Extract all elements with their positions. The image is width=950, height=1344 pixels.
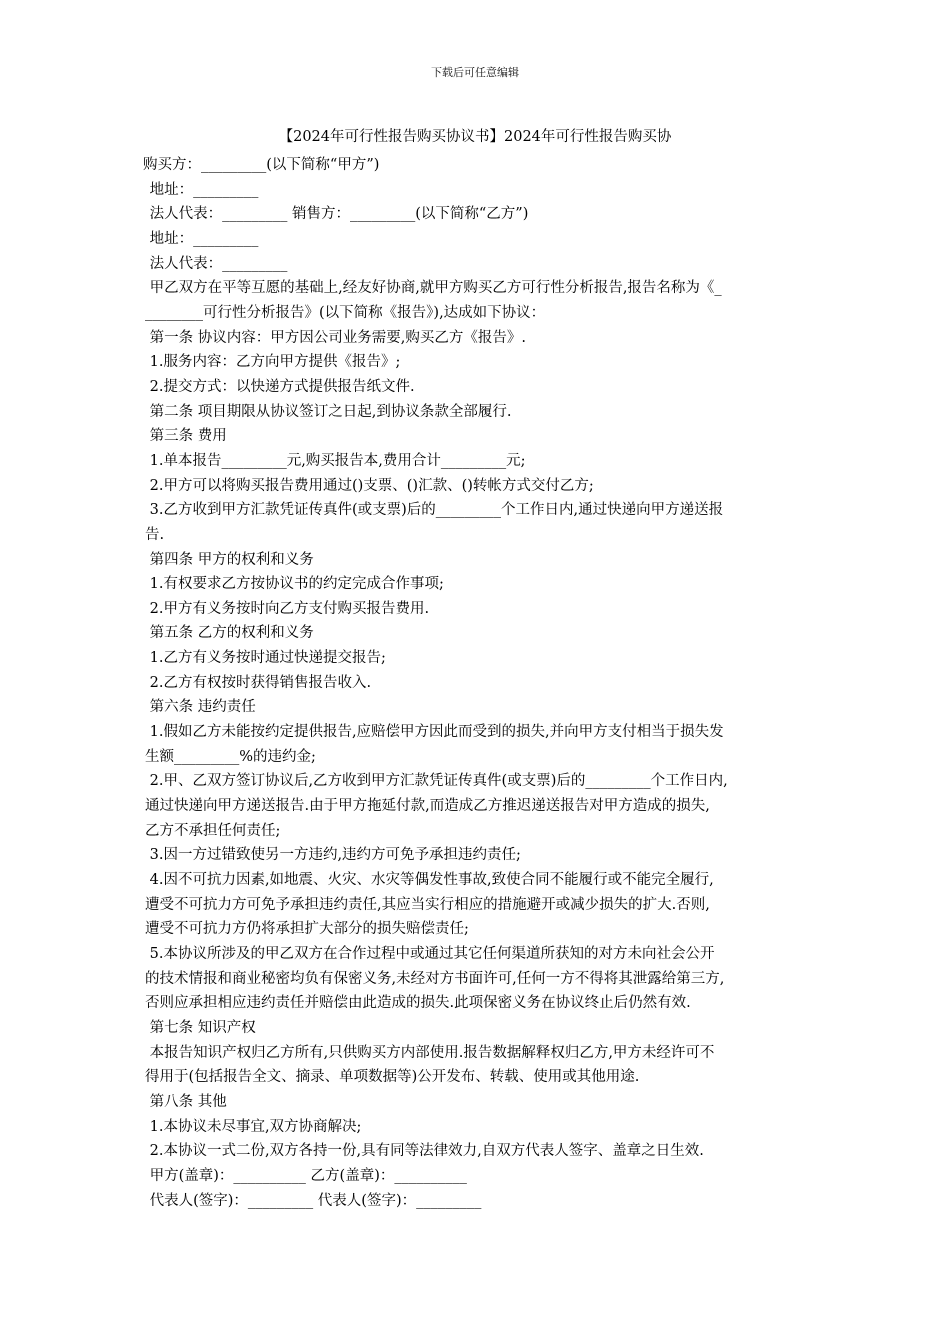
document-title: 【2024年可行性报告购买协议书】2024年可行性报告购买协 [278, 129, 672, 145]
text-line: 1.本协议未尽事宜,双方协商解决; [145, 1118, 362, 1135]
signature-line: 甲方(盖章)：__________ 乙方(盖章)：__________ [145, 1167, 467, 1184]
text-line: 2.乙方有权按时获得销售报告收入. [145, 674, 372, 691]
text-line: 第七条 知识产权 [145, 1019, 256, 1036]
text-line: 法人代表：_________ 销售方：_________(以下简称“乙方”) [145, 206, 529, 223]
text-line: 第四条 甲方的权利和义务 [145, 551, 314, 568]
text-line: 3.因一方过错致使另一方违约,违约方可免予承担违约责任; [145, 847, 521, 864]
text-line: 地址：_________ [145, 230, 259, 247]
signature-line: 代表人(签字)：_________ 代表人(签字)：_________ [145, 1192, 482, 1209]
text-line: 第八条 其他 [145, 1093, 227, 1110]
text-line: 否则应承担相应违约责任并赔偿由此造成的损失.此项保密义务在协议终止后仍然有效. [145, 995, 691, 1012]
text-line: 1.单本报告_________元,购买报告本,费用合计_________元; [145, 452, 526, 469]
header-note: 下载后可任意编辑 [431, 66, 519, 79]
text-line: 通过快递向甲方递送报告.由于甲方拖延付款,而造成乙方推迟递送报告对甲方造成的损失, [145, 798, 710, 815]
text-line: 1.乙方有义务按时通过快递提交报告; [145, 650, 386, 667]
text-line: 3.乙方收到甲方汇款凭证传真件(或支票)后的_________个工作日内,通过快递向甲方递送报 [145, 502, 724, 519]
text-line: 1.假如乙方未能按约定提供报告,应赔偿甲方因此而受到的损失,并向甲方支付相当于损失发 [145, 724, 724, 741]
text-line: 遭受不可抗力方仍将承担扩大部分的损失赔偿责任; [145, 921, 469, 938]
text-line: 1.有权要求乙方按协议书的约定完成合作事项; [145, 576, 444, 593]
text-line: 第五条 乙方的权利和义务 [145, 625, 314, 642]
text-line: 的技术情报和商业秘密均负有保密义务,未经对方书面许可,任何一方不得将其泄露给第三方, [145, 970, 725, 987]
text-line: 甲乙双方在平等互愿的基础上,经友好协商,就甲方购买乙方可行性分析报告,报告名称为《_ [145, 280, 722, 297]
text-line: 4.因不可抗力因素,如地震、火灾、水灾等偶发性事故,致使合同不能履行或不能完全履行, [145, 872, 714, 889]
text-line: 得用于(包括报告全文、摘录、单项数据等)公开发布、转载、使用或其他用途. [145, 1069, 640, 1086]
text-line: 乙方不承担任何责任; [145, 822, 281, 839]
text-line: 2.提交方式：以快递方式提供报告纸文件. [145, 378, 415, 395]
text-line: 第三条 费用 [145, 428, 227, 445]
text-line: 法人代表：_________ [145, 255, 288, 272]
document-body [145, 153, 813, 1213]
text-line: 2.本协议一式二份,双方各持一份,具有同等法律效力,自双方代表人签字、盖章之日生效. [145, 1143, 704, 1160]
text-line: 1.服务内容：乙方向甲方提供《报告》; [145, 354, 401, 371]
text-line: 2.甲、乙双方签订协议后,乙方收到甲方汇款凭证传真件(或支票)后的_________个工作日内, [145, 773, 728, 790]
text-line: 本报告知识产权归乙方所有,只供购买方内部使用.报告数据解释权归乙方,甲方未经许可不 [145, 1044, 715, 1061]
text-line: 第六条 违约责任 [145, 699, 256, 716]
text-line: 第二条 项目期限从协议签订之日起,到协议条款全部履行. [145, 403, 512, 420]
text-line: 购买方：_________(以下简称“甲方”) [143, 157, 380, 173]
text-line: 第一条 协议内容：甲方因公司业务需要,购买乙方《报告》. [145, 329, 526, 346]
text-line: 2.甲方有义务按时向乙方支付购买报告费用. [145, 600, 430, 617]
text-line: ________可行性分析报告》(以下简称《报告》),达成如下协议： [145, 304, 546, 321]
text-line: 遭受不可抗力方可免予承担违约责任,其应当实行相应的措施避开或减少损失的扩大.否则, [145, 896, 710, 913]
text-line: 2.甲方可以将购买报告费用通过()支票、()汇款、()转帐方式交付乙方; [145, 477, 594, 494]
text-line: 地址：_________ [145, 181, 259, 198]
text-line: 告. [145, 526, 165, 543]
text-line: 生额_________%的违约金; [145, 748, 316, 765]
text-line: 5.本协议所涉及的甲乙双方在合作过程中或通过其它任何渠道所获知的对方未向社会公开 [145, 946, 715, 962]
